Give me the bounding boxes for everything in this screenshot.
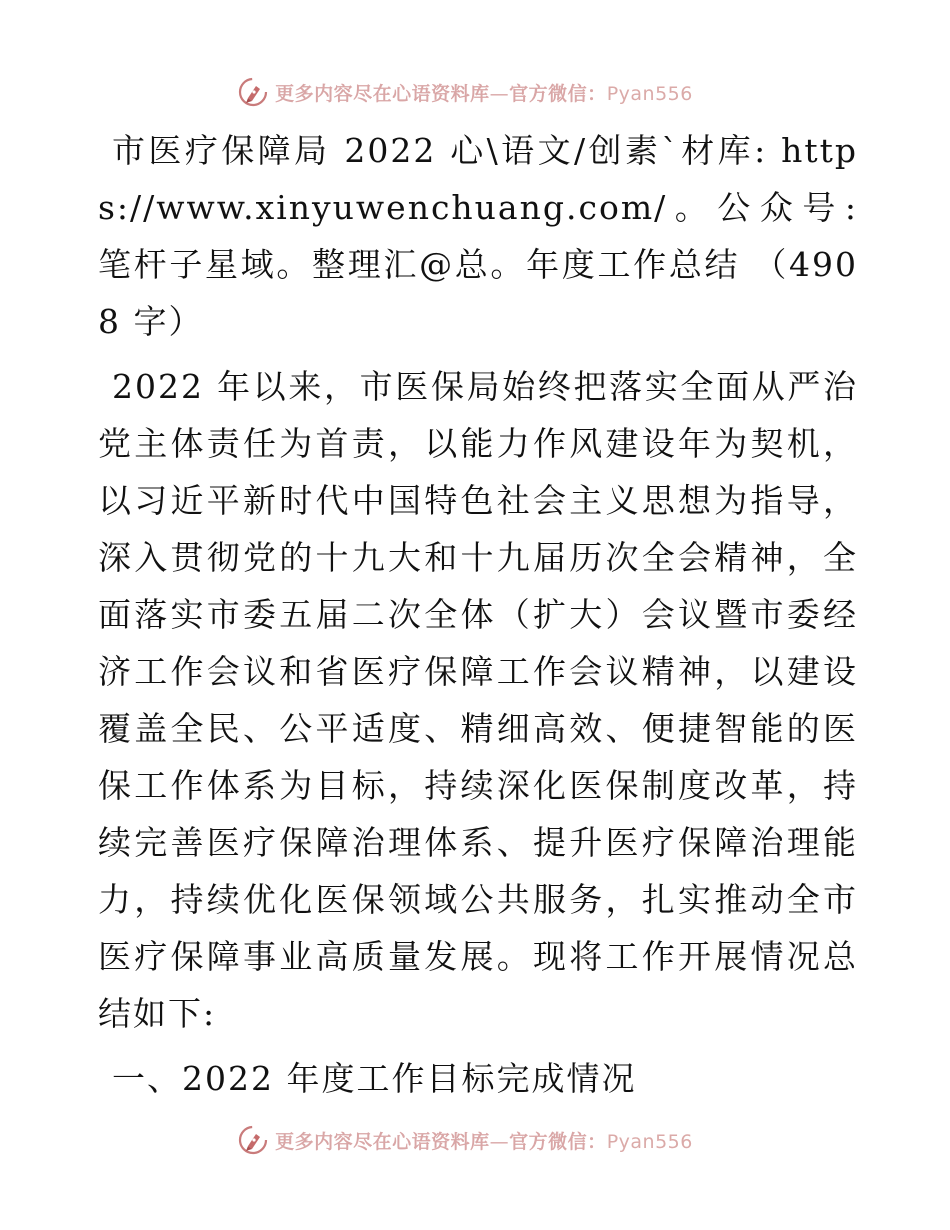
watermark-footer [0,1120,950,1160]
pen-nib-logo-icon [237,76,269,108]
watermark-separator: — [489,1130,510,1153]
document-body [98,122,858,1107]
watermark-separator: — [489,82,510,105]
watermark-text [275,79,693,106]
watermark-wechat-label: 官方微信： [509,82,607,105]
watermark-brand: 更多内容尽在心语资料库 [275,1130,490,1153]
watermark-text [275,1127,693,1154]
document-title-paragraph: 市医疗保障局 2022 心\语文/创素`材库: https://www.xinyuwenchuang.com/。公众号: 笔杆子星域。整理汇@总。年度工作总结 （4908 字） [98,131,858,341]
watermark-header [0,72,950,112]
watermark-brand: 更多内容尽在心语资料库 [275,82,490,105]
document-body-paragraph: 2022 年以来，市医保局始终把落实全面从严治党主体责任为首责，以能力作风建设年为契机，以习近平新时代中国特色社会主义思想为指导，深入贯彻党的十九大和十九届历次全会精神，全面落实市委五届二次全体（扩大）会议暨市委经济工作会议和省医疗保障工作会议精神，以建设覆盖全民、公平适度、精细高效、便捷智能的医保工作体系为目标，持续深化医保制度改革，持续完善医疗保障治理体系、提升医疗保障治理能力，持续优化医保领域公共服务，扎实推动全市医疗保障事业高质量发展。现将工作开展情况总结如下: [98,367,858,1033]
section-heading: 一、2022 年度工作目标完成情况 [112,1059,637,1098]
pen-nib-logo-icon [237,1124,269,1156]
watermark-wechat-id: Pyan556 [606,1130,693,1153]
watermark-wechat-id: Pyan556 [606,82,693,105]
watermark-wechat-label: 官方微信： [509,1130,607,1153]
